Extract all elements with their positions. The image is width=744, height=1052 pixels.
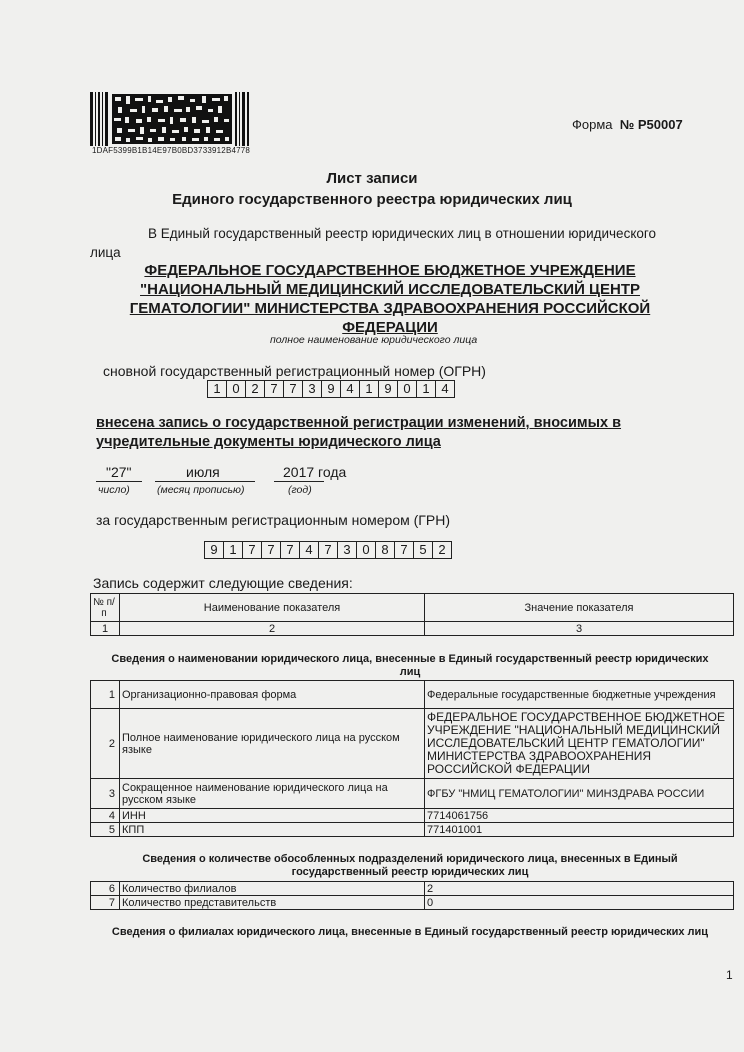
row-num: 7 [91, 896, 120, 910]
month-underline [155, 481, 255, 482]
grn-digits [204, 541, 452, 559]
table-row [91, 681, 734, 709]
grn-digit: 8 [376, 542, 395, 558]
entity-name-line: ФЕДЕРАЦИИ [342, 319, 438, 336]
grn-label: за государственным регистрационным номером (ГРН) [96, 512, 450, 528]
row-num: 5 [91, 823, 120, 837]
header-col-num: № п/п [91, 594, 120, 622]
header-col-name: Наименование показателя [120, 594, 425, 622]
ogrn-label: сновной государственный регистрационный номер (ОГРН) [103, 363, 486, 379]
row-value: 771401001 [425, 823, 734, 837]
grn-digit: 7 [395, 542, 414, 558]
ogrn-digit: 1 [360, 381, 379, 397]
doc-title: Лист записи [326, 170, 418, 187]
ogrn-digit: 7 [284, 381, 303, 397]
form-number [572, 117, 683, 132]
intro-text-2: лица [90, 245, 121, 260]
entity-name-line: ФЕДЕРАЛЬНОЕ ГОСУДАРСТВЕННОЕ БЮДЖЕТНОЕ УЧРЕЖДЕНИЕ [144, 262, 636, 279]
year-underline [274, 481, 324, 482]
header-table [90, 593, 734, 636]
section-title-subdivisions: Сведения о количестве обособленных подразделений юридического лица, внесенных в Единый государственный реестр юридических лиц [142, 853, 678, 878]
entity-name-line: "НАЦИОНАЛЬНЫЙ МЕДИЦИНСКИЙ ИССЛЕДОВАТЕЛЬСКИЙ ЦЕНТР [140, 281, 640, 298]
table-row [91, 896, 734, 910]
section-title-names: Сведения о наименовании юридического лица, внесенные в Единый государственный реестр юридических лиц [111, 653, 709, 678]
row-num: 2 [91, 709, 120, 779]
content-intro: Запись содержит следующие сведения: [93, 575, 353, 591]
row-name: Сокращенное наименование юридического лица на русском языке [120, 779, 425, 809]
row-num: 1 [91, 681, 120, 709]
ogrn-digit: 1 [417, 381, 436, 397]
table-row [91, 779, 734, 809]
header-num-3: 3 [425, 622, 734, 636]
year-value: 2017 [283, 464, 315, 480]
header-col-value: Значение показателя [425, 594, 734, 622]
ogrn-digit: 9 [379, 381, 398, 397]
row-name: Количество филиалов [120, 882, 425, 896]
table-row [91, 823, 734, 837]
row-name: ИНН [120, 809, 425, 823]
names-table [90, 680, 734, 837]
ogrn-digits [207, 380, 455, 398]
grn-digit: 1 [224, 542, 243, 558]
row-name: КПП [120, 823, 425, 837]
grn-digit: 5 [414, 542, 433, 558]
entity-full-name [100, 261, 680, 337]
subdivisions-table [90, 881, 734, 910]
grn-digit: 9 [205, 542, 224, 558]
grn-digit: 2 [438, 542, 446, 557]
header-num-2: 2 [120, 622, 425, 636]
full-name-caption: полное наименование юридического лица [270, 334, 478, 346]
record-line: учредительные документы юридического лица [96, 434, 441, 450]
table-row [91, 809, 734, 823]
ogrn-digit: 3 [303, 381, 322, 397]
ogrn-digit: 2 [246, 381, 265, 397]
ogrn-digit: 0 [398, 381, 417, 397]
date-year [283, 464, 346, 480]
section-title-branches: Сведения о филиалах юридического лица, внесенные в Единый государственный реестр юридических лиц [111, 926, 709, 938]
grn-digit: 7 [243, 542, 262, 558]
date-month: июля [186, 464, 220, 480]
form-label: Форма [572, 117, 613, 132]
ogrn-digit: 9 [322, 381, 341, 397]
ogrn-digit: 4 [441, 381, 449, 396]
ogrn-digit: 1 [208, 381, 227, 397]
grn-digit: 3 [338, 542, 357, 558]
barcode-graphic [90, 92, 250, 146]
record-description [96, 414, 621, 452]
grn-digit: 7 [262, 542, 281, 558]
day-underline [96, 481, 142, 482]
ogrn-digit: 7 [265, 381, 284, 397]
entity-name-line: ГЕМАТОЛОГИИ" МИНИСТЕРСТВА ЗДРАВООХРАНЕНИЯ РОССИЙСКОЙ [129, 300, 651, 317]
record-line: внесена запись о государственной регистрации изменений, вносимых в [96, 415, 622, 431]
row-name: Полное наименование юридического лица на русском языке [120, 709, 425, 779]
row-value: ФГБУ "НМИЦ ГЕМАТОЛОГИИ" МИНЗДРАВА РОССИИ [425, 779, 734, 809]
row-num: 4 [91, 809, 120, 823]
doc-subtitle: Единого государственного реестра юридических лиц [172, 191, 572, 208]
ogrn-digit: 4 [341, 381, 360, 397]
row-num: 3 [91, 779, 120, 809]
table-row [91, 709, 734, 779]
row-value: Федеральные государственные бюджетные учреждения [425, 681, 734, 709]
barcode-text: 1DAF5399B1B14E97B0BD3733912B4778 [92, 146, 251, 155]
row-value: 2 [425, 882, 734, 896]
row-name: Количество представительств [120, 896, 425, 910]
row-value: 7714061756 [425, 809, 734, 823]
intro-text: В Единый государственный реестр юридических лиц в отношении юридического [148, 226, 657, 241]
year-suffix: года [318, 464, 347, 480]
row-name: Организационно-правовая форма [120, 681, 425, 709]
ogrn-digit: 0 [227, 381, 246, 397]
grn-digit: 7 [319, 542, 338, 558]
day-caption: число) [98, 484, 130, 496]
header-num-1: 1 [91, 622, 120, 636]
date-day: "27" [106, 464, 132, 480]
grn-digit: 7 [281, 542, 300, 558]
row-value: ФЕДЕРАЛЬНОЕ ГОСУДАРСТВЕННОЕ БЮДЖЕТНОЕ УЧРЕЖДЕНИЕ "НАЦИОНАЛЬНЫЙ МЕДИЦИНСКИЙ ИССЛЕДОВАТЕЛЬСКИЙ ЦЕНТР ГЕМАТОЛОГИИ" МИНИСТЕРСТВА ЗДРАВООХРАНЕНИЯ РОССИЙСКОЙ ФЕДЕРАЦИИ [425, 709, 734, 779]
month-caption: (месяц прописью) [157, 484, 245, 496]
row-num: 6 [91, 882, 120, 896]
page-number: 1 [726, 968, 733, 982]
barcode [90, 92, 250, 146]
table-row [91, 882, 734, 896]
grn-digit: 0 [357, 542, 376, 558]
year-caption: (год) [288, 484, 312, 496]
form-code: № Р50007 [619, 117, 683, 132]
grn-digit: 4 [300, 542, 319, 558]
row-value: 0 [425, 896, 734, 910]
